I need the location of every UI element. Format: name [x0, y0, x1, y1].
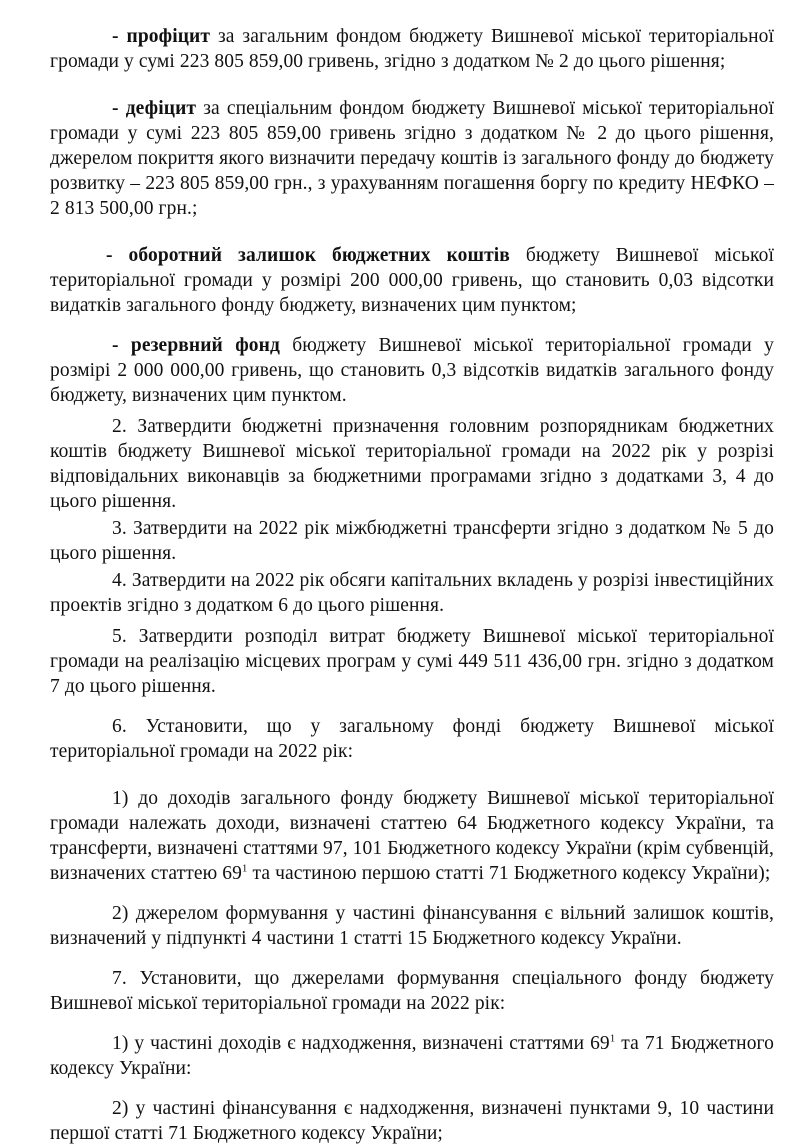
paragraph-item-6-2: 2) джерелом формування у частині фінансування є вільний залишок коштів, визначений у підпункті 4 частини 1 статті 15 Бюджетного кодексу України.: [50, 903, 774, 949]
bullet-dash: -: [106, 245, 129, 266]
text-item-7-1-b: та 71 Бюджетного кодексу України:: [50, 1033, 775, 1079]
document-body: [50, 24, 774, 1146]
superscript-1: 1: [609, 1032, 616, 1045]
bullet-dash: -: [112, 98, 126, 119]
paragraph-item-3: 3. Затвердити на 2022 рік міжбюджетні трансферти згідно з додатком № 5 до цього рішення.: [50, 518, 774, 564]
paragraph-item-7-1: [50, 1031, 774, 1081]
bullet-dash: -: [112, 335, 131, 356]
paragraph-item-2: 2. Затвердити бюджетні призначення головним розпорядникам бюджетних коштів бюджету Вишневої міської територіальної громади на 2022 рік у розрізі відповідальних виконавців за бюджетними програмами згідно з додатками 3, 4 до цього рішення.: [50, 416, 774, 512]
paragraph-item-7-2: 2) у частині фінансування є надходження, визначені пунктами 9, 10 частини першої статті 71 Бюджетного кодексу України;: [50, 1098, 774, 1144]
paragraph-balance: [50, 243, 774, 318]
paragraph-item-5: 5. Затвердити розподіл витрат бюджету Вишневої міської територіальної громади на реалізацію місцевих програм у сумі 449 511 436,00 грн. згідно з додатком 7 до цього рішення.: [50, 626, 774, 697]
text-item-6-1-b: та частиною першою статті 71 Бюджетного кодексу України);: [247, 863, 771, 884]
text-item-7-1-a: 1) у частині доходів є надходження, визначені статтями 69: [112, 1033, 610, 1054]
superscript-1: 1: [241, 862, 248, 875]
paragraph-item-7: 7. Установити, що джерелами формування спеціального фонду бюджету Вишневої міської територіальної громади на 2022 рік:: [50, 968, 774, 1014]
text-deficit: за спеціальним фондом бюджету Вишневої міської територіальної громади у сумі 223 805 859,00 гривень згідно з додатком № 2 до цього рішення, джерелом покриття якого визначити передачу коштів із загального фонду до бюджету розвитку – 223 805 859,00 грн., з урахуванням погашення боргу по кредиту НЕФКО – 2 813 500,00 грн.;: [50, 98, 774, 219]
paragraph-item-6-1: [50, 786, 774, 886]
term-balance: оборотний залишок бюджетних коштів: [128, 245, 510, 266]
paragraph-reserve: [50, 333, 774, 408]
bullet-dash: -: [112, 26, 127, 47]
text-balance: бюджету Вишневої міської територіальної громади у розмірі 200 000,00 гривень, що становить 0,03 відсотки видатків загального фонду бюджету, визначених цим пунктом;: [50, 245, 774, 316]
paragraph-deficit: [50, 96, 774, 221]
text-reserve: бюджету Вишневої міської територіальної громади у розмірі 2 000 000,00 гривень, що становить 0,3 відсотків видатків загального фонду бюджету, визначених цим пунктом.: [50, 335, 774, 406]
paragraph-proficit: [50, 24, 774, 74]
text-proficit: за загальним фондом бюджету Вишневої міської територіальної громади у сумі 223 805 859,00 гривень, згідно з додатком № 2 до цього рішення;: [50, 26, 774, 72]
term-proficit: профіцит: [126, 26, 211, 47]
term-deficit: дефіцит: [125, 98, 197, 119]
paragraph-item-4: 4. Затвердити на 2022 рік обсяги капітальних вкладень у розрізі інвестиційних проектів згідно з додатком 6 до цього рішення.: [50, 570, 774, 616]
text-item-6-1-a: 1) до доходів загального фонду бюджету Вишневої міської територіальної громади належать доходи, визначені статтею 64 Бюджетного кодексу України, та трансферти, визначені статтями 97, 101 Бюджетного кодексу України (крім субвенцій, визначених статтею 69: [50, 788, 774, 884]
paragraph-item-6: 6. Установити, що у загальному фонді бюджету Вишневої міської територіальної громади на 2022 рік:: [50, 716, 774, 762]
term-reserve: резервний фонд: [130, 335, 280, 356]
